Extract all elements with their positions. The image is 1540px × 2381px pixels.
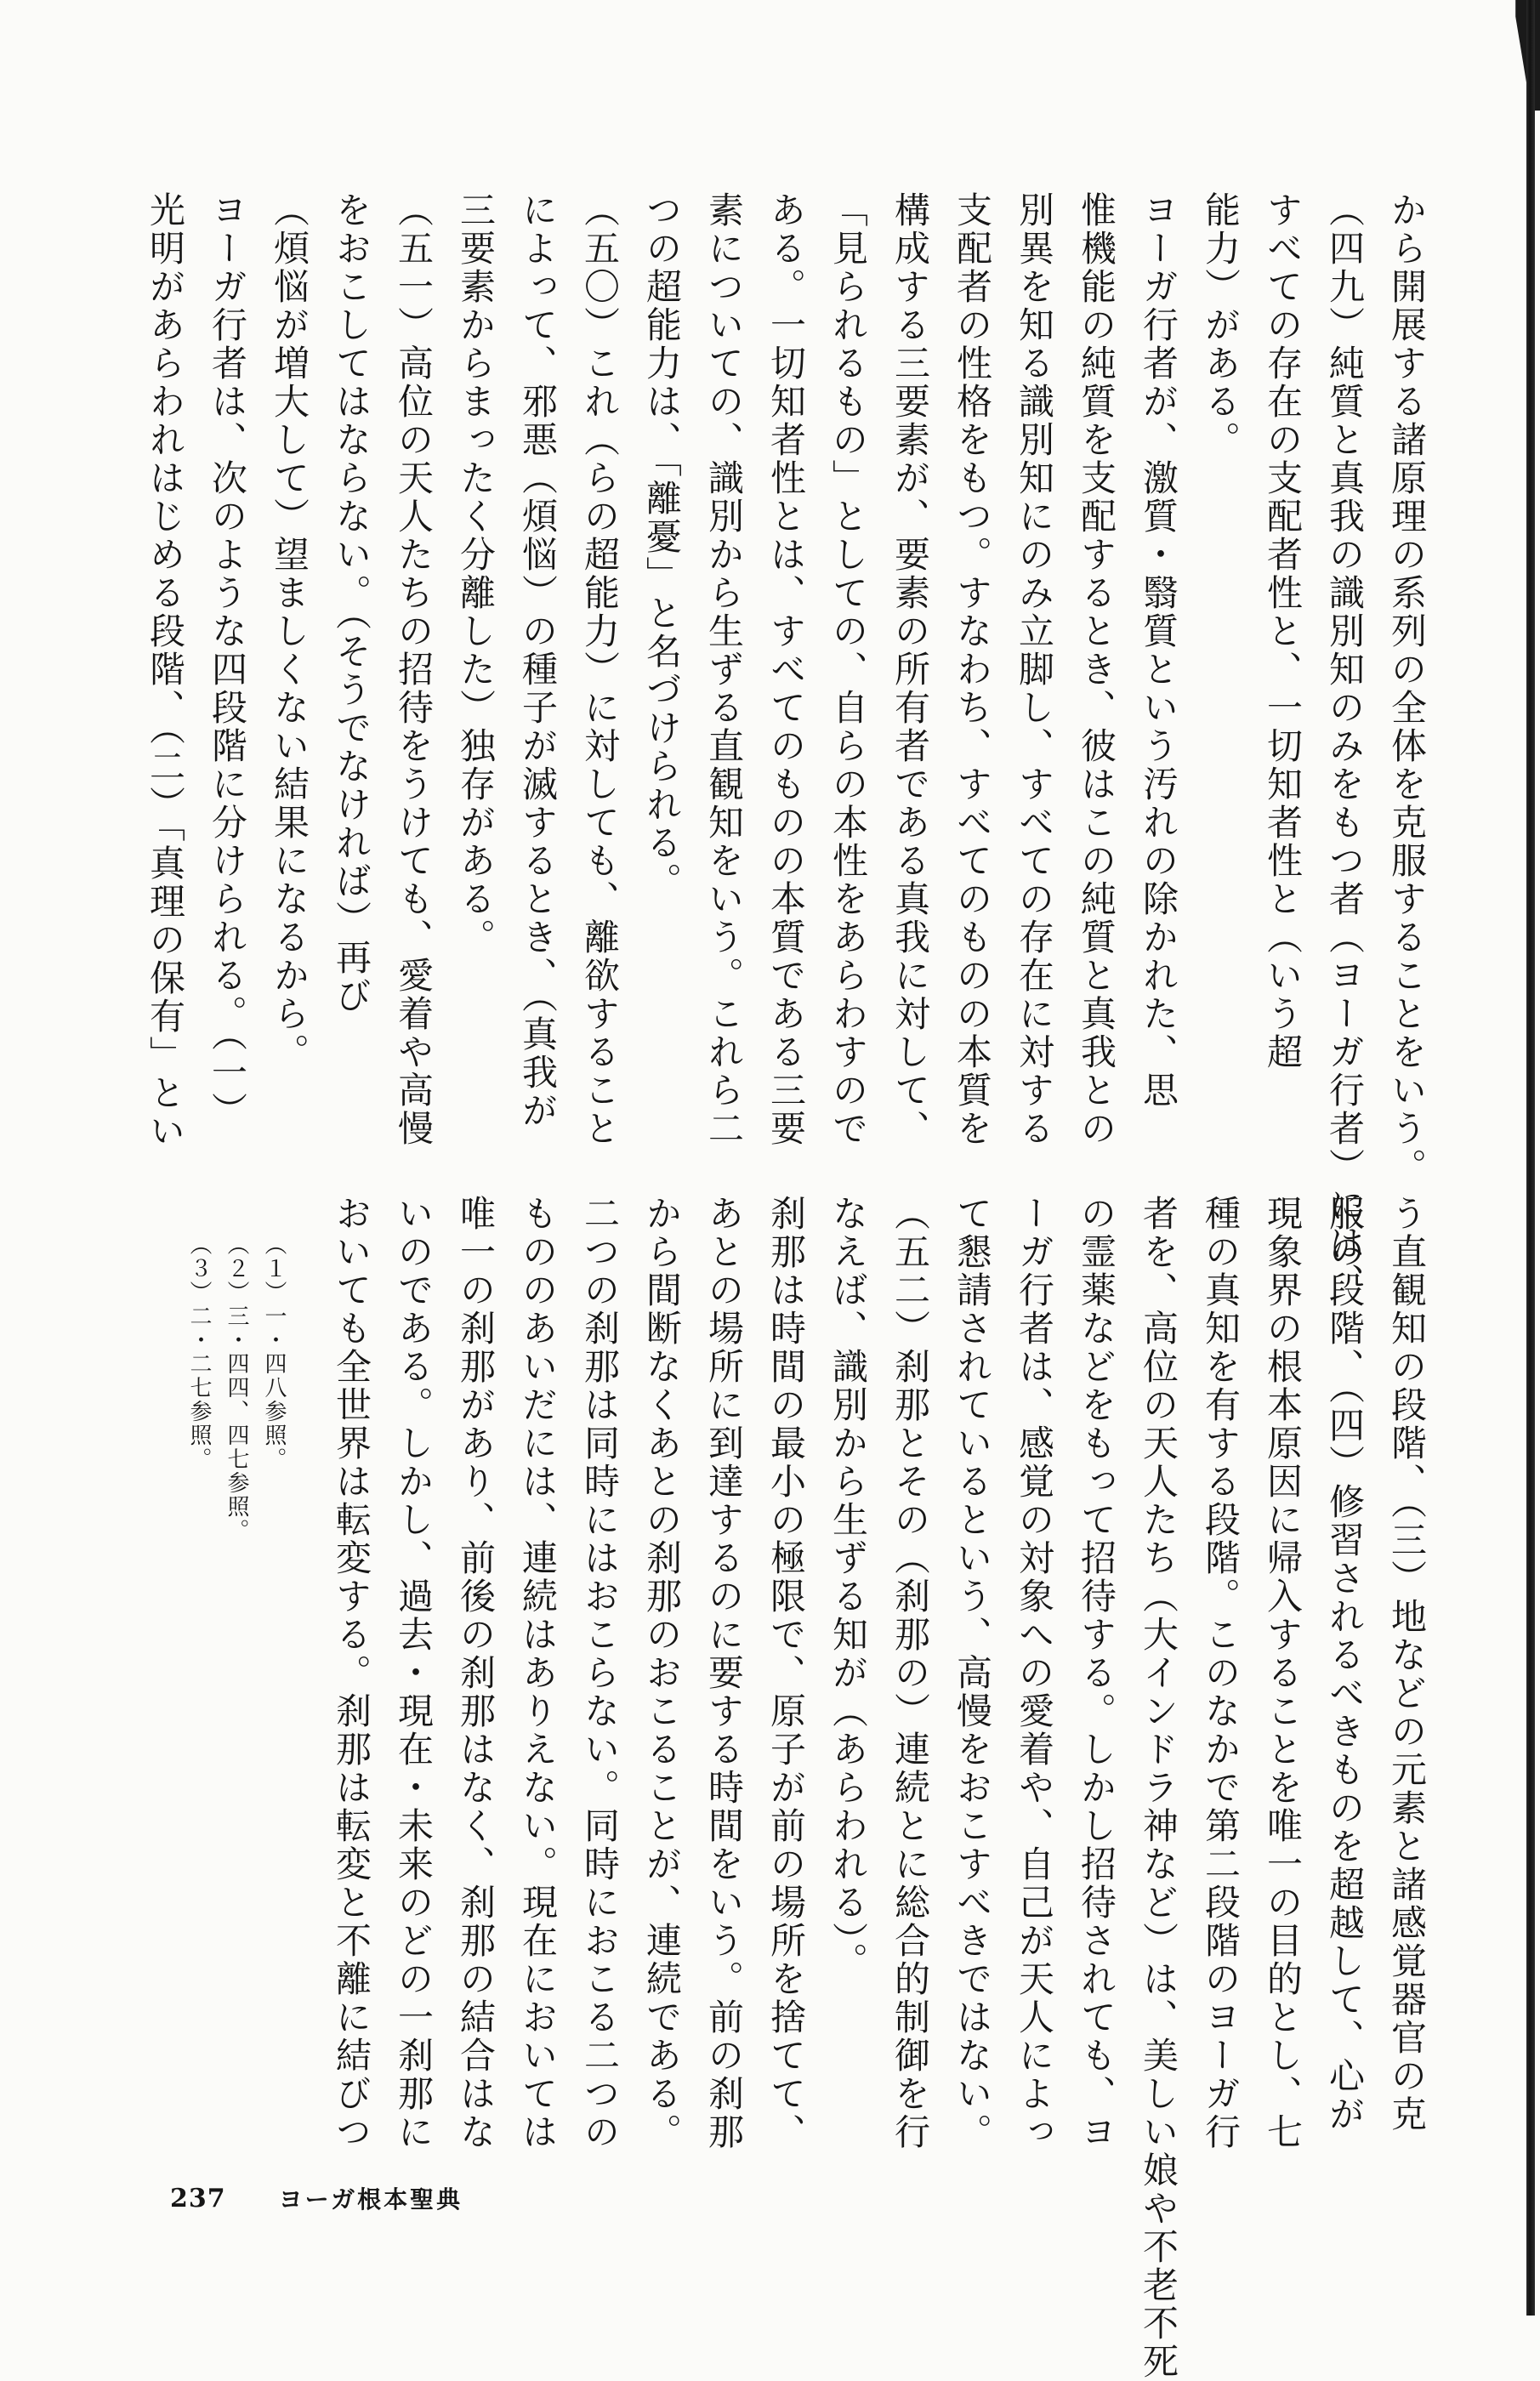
text-line: 「見られるもの」としての、自らの本性をあらわすので [827,191,869,1148]
text-line: ある。一切知者性とは、すべてのものの本質である三要 [765,191,807,1148]
text-line: 現象界の根本原因に帰入することを唯一の目的とし、七 [1262,1195,1304,2151]
text-line: 別異を知る識別知にのみ立脚し、すべての存在に対する [1014,191,1055,1148]
text-line: あとの場所に到達するのに要する時間をいう。前の刹那 [703,1195,745,2151]
text-line: すべての存在の支配者性と、一切知者性と（いう超 [1262,191,1304,1071]
text-line: いのである。しかし、過去・現在・未来のどの一刹那に [393,1195,435,2151]
text-line: 服の段階、（四）修習されるべきものを超越して、心が [1324,1195,1366,2134]
text-line: （五一）高位の天人たちの招待をうけても、愛着や高慢 [393,191,435,1148]
footnote: （３）二・二七参照。 [186,1233,212,1471]
text-line: 惟機能の純質を支配するとき、彼はこの純質と真我との [1076,191,1117,1148]
text-line: 支配者の性格をもつ。すなわち、すべてのものの本質を [952,191,993,1148]
text-line: おいても全世界は転変する。刹那は転変と不離に結びつ [331,1195,372,2151]
text-line: つの超能力は、「離憂」と名づけられる。 [641,191,683,901]
text-line: （煩悩が増大して）望ましくない結果になるから。 [269,191,310,1071]
text-line: ヨーガ行者が、激質・翳質という汚れの除かれた、思 [1138,191,1179,1110]
running-title: ヨーガ根本聖典 [278,2185,463,2213]
text-line: 二つの刹那は同時にはおこらない。同時におこる二つの [579,1195,621,2151]
text-line: 刹那は時間の最小の極限で、原子が前の場所を捨てて、 [765,1195,807,2151]
page-number: 237 [170,2183,226,2213]
footnote: （１）一・四八参照。 [261,1233,287,1471]
page-footer [170,2181,463,2215]
text-line: 者を、高位の天人たち（大インドラ神など）は、美しい娘や不老不死 [1138,1195,1179,2381]
text-line: 三要素からまったく分離した）独存がある。 [455,191,497,957]
text-line: 素についての、識別から生ずる直観知をいう。これら二 [703,191,745,1148]
text-line: 光明があらわれはじめる段階、（二）「真理の保有」とい [145,191,186,1151]
text-line: （五〇）これ（らの超能力）に対しても、離欲すること [579,191,621,1148]
footnotes [180,1233,293,1675]
text-line: 構成する三要素が、要素の所有者である真我に対して、 [889,191,931,1148]
text-line: 唯一の刹那があり、前後の刹那はなく、刹那の結合はな [455,1195,497,2151]
text-line: ーガ行者は、感覚の対象への愛着や、自己が天人によっ [1014,1195,1055,2151]
text-line: て懇請されているという、高慢をおこすべきではない。 [952,1195,993,2151]
text-line: もののあいだには、連続はありえない。現在においては [517,1195,559,2151]
scan-edge-bar [1526,0,1535,2316]
text-line: をおこしてはならない。（そうでなければ）再び [331,191,372,1015]
text-line: （四九）純質と真我の識別知のみをもつ者（ヨーガ行者）には、 [1324,191,1366,1301]
text-line: から開展する諸原理の系列の全体を克服することをいう。 [1386,191,1428,1186]
upper-text-block [134,191,1438,1301]
text-line: によって、邪悪（煩悩）の種子が滅するとき、（真我が [517,191,559,1130]
text-line: （五二）刹那とその（刹那の）連続とに総合的制御を行 [889,1195,931,2151]
text-line: う直観知の段階、（三）地などの元素と諸感覚器官の克 [1386,1195,1428,2134]
text-line: 種の真知を有する段階。このなかで第二段階のヨーガ行 [1200,1195,1242,2151]
text-line: ヨーガ行者は、次のような四段階に分けられる。（一） [207,191,248,1130]
text-line: なえば、識別から生ずる知が（あらわれる）。 [827,1195,869,1980]
text-line: の霊薬などをもって招待する。しかし招待されても、ヨ [1076,1195,1117,2151]
text-line: 能力）がある。 [1200,191,1242,459]
text-line: から間断なくあとの刹那のおこることが、連続である。 [641,1195,683,2151]
footnote: （２）三・四四、四七参照。 [224,1233,249,1543]
